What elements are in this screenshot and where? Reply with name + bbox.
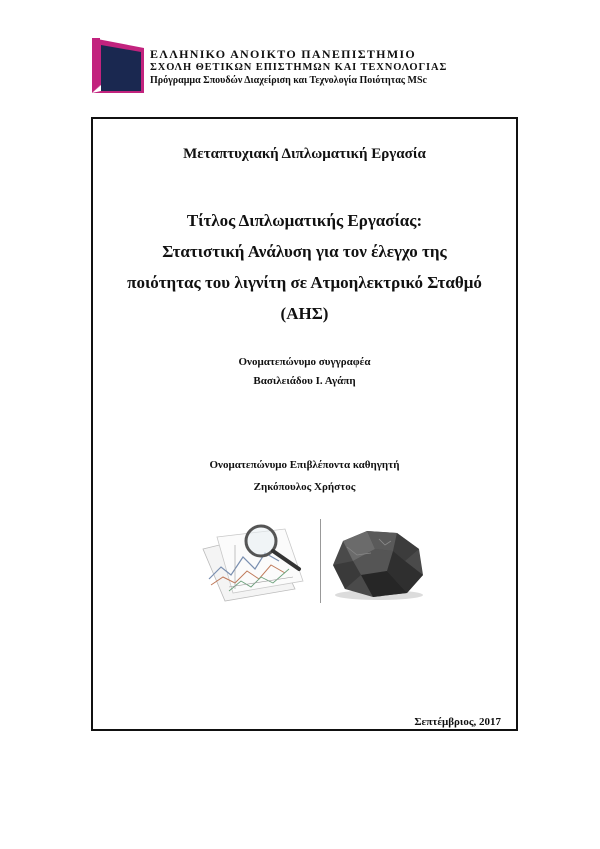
- submission-date: Σεπτέμβριος, 2017: [414, 716, 501, 728]
- lignite-coal-lump-icon: [327, 525, 427, 601]
- title-line: Στατιστική Ανάλυση για τον έλεγχο της: [162, 242, 447, 261]
- school-name: ΣΧΟΛΗ ΘΕΤΙΚΩΝ ΕΠΙΣΤΗΜΩΝ ΚΑΙ ΤΕΧΝΟΛΟΓΙΑΣ: [150, 62, 448, 73]
- university-name: ΕΛΛΗΝΙΚΟ ΑΝΟΙΚΤΟ ΠΑΝΕΠΙΣΤΗΜΙΟ: [150, 47, 417, 61]
- title-line: (ΑΗΣ): [280, 304, 329, 323]
- supervisor-label: Ονοματεπώνυμο Επιβλέποντα καθηγητή: [209, 459, 400, 471]
- magnifier-over-charts-icon: [199, 519, 317, 603]
- author-label: Ονοματεπώνυμο συγγραφέα: [238, 356, 371, 368]
- university-logo-icon: [92, 38, 144, 93]
- cover-images: [199, 519, 433, 603]
- author-name: Βασιλειάδου Ι. Αγάπη: [253, 375, 356, 387]
- image-divider: [320, 519, 321, 603]
- supervisor-name: Ζηκόπουλος Χρήστος: [253, 481, 356, 493]
- document-type: Μεταπτυχιακή Διπλωματική Εργασία: [183, 146, 426, 162]
- title-line: Τίτλος Διπλωματικής Εργασίας:: [186, 211, 423, 230]
- page-header: [92, 38, 562, 96]
- title-line: ποιότητας του λιγνίτη σε Ατμοηλεκτρικό Σταθμό: [127, 273, 482, 292]
- program-name: Πρόγραμμα Σπουδών Διαχείριση και Τεχνολογία Ποιότητας MSc: [150, 75, 427, 86]
- cover-frame: [91, 117, 518, 731]
- thesis-title: [93, 205, 516, 329]
